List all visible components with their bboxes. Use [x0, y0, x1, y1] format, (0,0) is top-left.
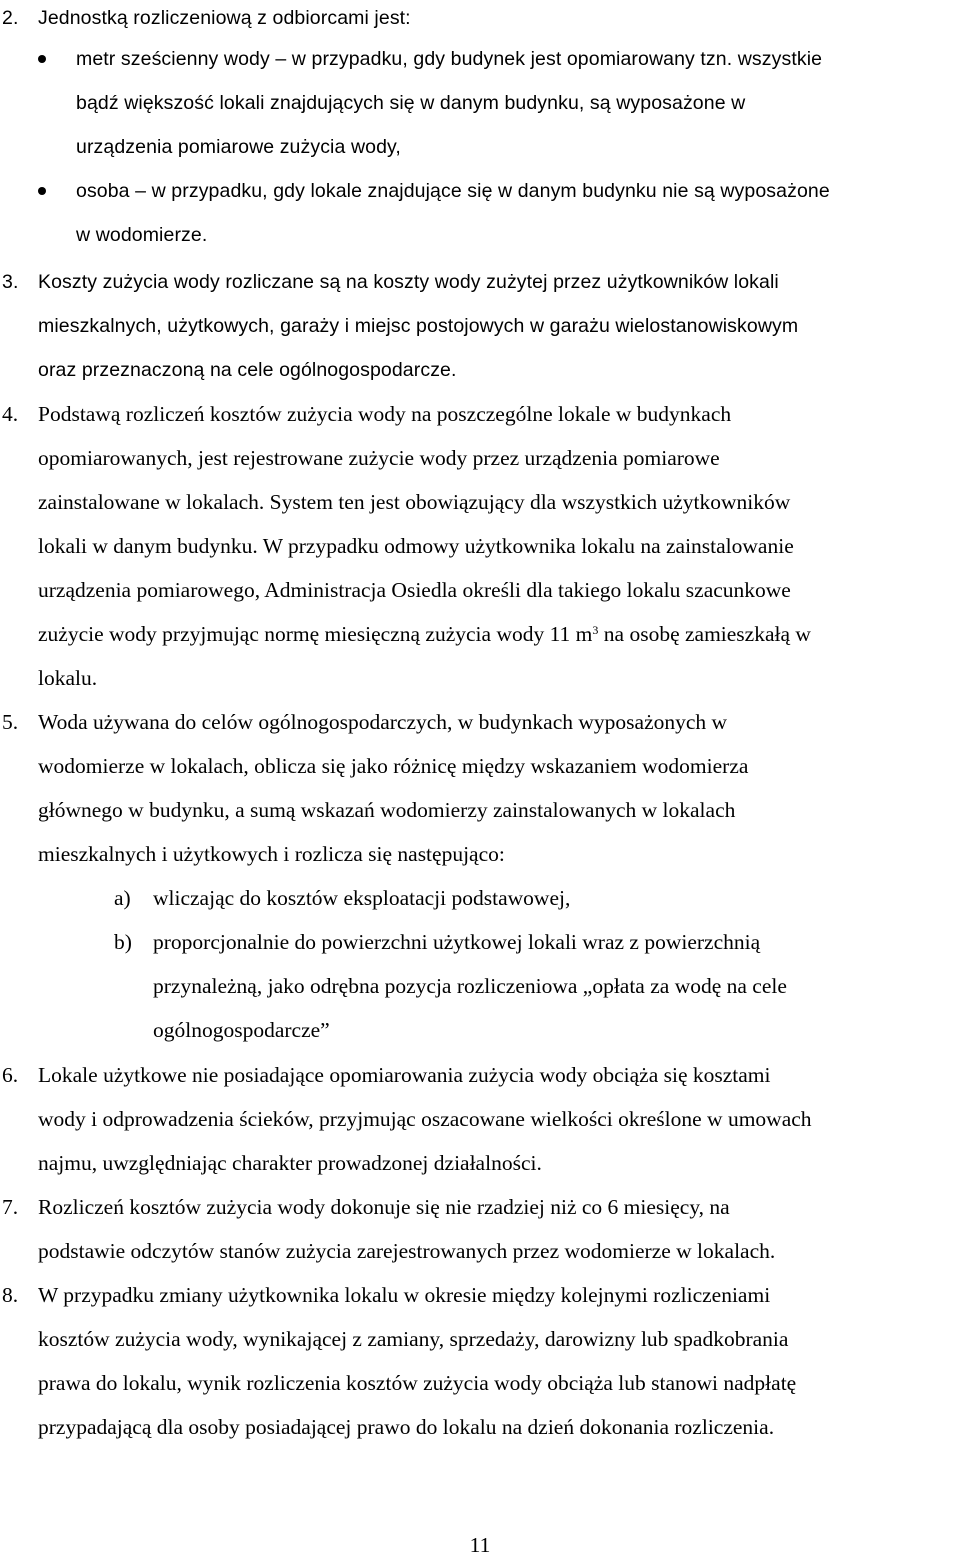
- item-number: 5.: [2, 710, 19, 734]
- bullet-line: urządzenia pomiarowe zużycia wody,: [76, 136, 401, 158]
- item-line: zainstalowane w lokalach. System ten jest obowiązujący dla wszystkich użytkowników: [38, 490, 791, 514]
- item-line: kosztów zużycia wody, wynikającej z zamiany, sprzedaży, darowizny lub spadkobrania: [38, 1327, 789, 1351]
- item-line: Koszty zużycia wody rozliczane są na koszty wody zużytej przez użytkowników lokali: [38, 271, 779, 293]
- item-line: urządzenia pomiarowego, Administracja Osiedla określi dla takiego lokalu szacunkowe: [38, 578, 791, 602]
- item-line: najmu, uwzględniając charakter prowadzonej działalności.: [38, 1151, 542, 1175]
- item-line: podstawie odczytów stanów zużycia zarejestrowanych przez wodomierze w lokalach.: [38, 1239, 776, 1263]
- item-number: 3.: [2, 271, 19, 293]
- item-number: 7.: [2, 1195, 19, 1219]
- item-line: Woda używana do celów ogólnogospodarczych, w budynkach wyposażonych w: [38, 710, 728, 734]
- sub-marker: a): [114, 886, 131, 910]
- item-line-text: na osobę zamieszkałą w: [598, 622, 811, 646]
- item-line: W przypadku zmiany użytkownika lokalu w okresie między kolejnymi rozliczeniami: [38, 1283, 771, 1307]
- bullet-line: osoba – w przypadku, gdy lokale znajdujące się w danym budynku nie są wyposażone: [76, 180, 830, 202]
- item-line: mieszkalnych i użytkowych i rozlicza się następująco:: [38, 842, 505, 866]
- item-line: wodomierze w lokalach, oblicza się jako różnicę między wskazaniem wodomierza: [38, 754, 749, 778]
- bullet-icon: [38, 55, 46, 63]
- item-heading: Jednostką rozliczeniową z odbiorcami jest:: [38, 7, 411, 29]
- page-number: 11: [469, 1533, 491, 1557]
- item-number: 4.: [2, 402, 19, 426]
- sub-line: proporcjonalnie do powierzchni użytkowej lokali wraz z powierzchnią: [153, 930, 761, 954]
- item-line: opomiarowanych, jest rejestrowane zużycie wody przez urządzenia pomiarowe: [38, 446, 720, 470]
- sub-line: przynależną, jako odrębna pozycja rozliczeniowa „opłata za wodę na cele: [153, 974, 787, 998]
- item-number: 6.: [2, 1063, 19, 1087]
- item-line: Lokale użytkowe nie posiadające opomiarowania zużycia wody obciąża się kosztami: [38, 1063, 771, 1087]
- item-line-text: zużycie wody przyjmując normę miesięczną zużycia wody 11 m: [38, 622, 593, 646]
- item-line: prawa do lokalu, wynik rozliczenia kosztów zużycia wody obciąża lub stanowi nadpłatę: [38, 1371, 797, 1395]
- item-line: wody i odprowadzenia ścieków, przyjmując oszacowane wielkości określone w umowach: [38, 1107, 812, 1131]
- bullet-line: bądź większość lokali znajdujących się w danym budynku, są wyposażone w: [76, 92, 746, 114]
- item-number: 2.: [2, 7, 19, 29]
- item-line: Podstawą rozliczeń kosztów zużycia wody na poszczególne lokale w budynkach: [38, 402, 732, 426]
- bullet-icon: [38, 187, 46, 195]
- bullet-line: metr sześcienny wody – w przypadku, gdy budynek jest opomiarowany tzn. wszystkie: [76, 48, 823, 70]
- item-line: oraz przeznaczoną na cele ogólnogospodarcze.: [38, 359, 457, 381]
- sub-line: wliczając do kosztów eksploatacji podstawowej,: [153, 886, 571, 910]
- superscript: 3: [592, 623, 599, 637]
- item-line: głównego w budynku, a sumą wskazań wodomierzy zainstalowanych w lokalach: [38, 798, 736, 822]
- item-line: Rozliczeń kosztów zużycia wody dokonuje się nie rzadziej niż co 6 miesięcy, na: [38, 1195, 730, 1219]
- item-line: lokalu.: [38, 666, 98, 690]
- item-line: lokali w danym budynku. W przypadku odmowy użytkownika lokalu na zainstalowanie: [38, 534, 794, 558]
- item-line: mieszkalnych, użytkowych, garaży i miejsc postojowych w garażu wielostanowiskowym: [38, 315, 799, 337]
- item-line: przypadającą dla osoby posiadającej prawo do lokalu na dzień dokonania rozliczenia.: [38, 1415, 775, 1439]
- sub-marker: b): [114, 930, 132, 954]
- item-line: [38, 620, 811, 648]
- bullet-line: w wodomierze.: [76, 224, 208, 246]
- sub-line: ogólnogospodarcze”: [153, 1018, 330, 1042]
- item-number: 8.: [2, 1283, 19, 1307]
